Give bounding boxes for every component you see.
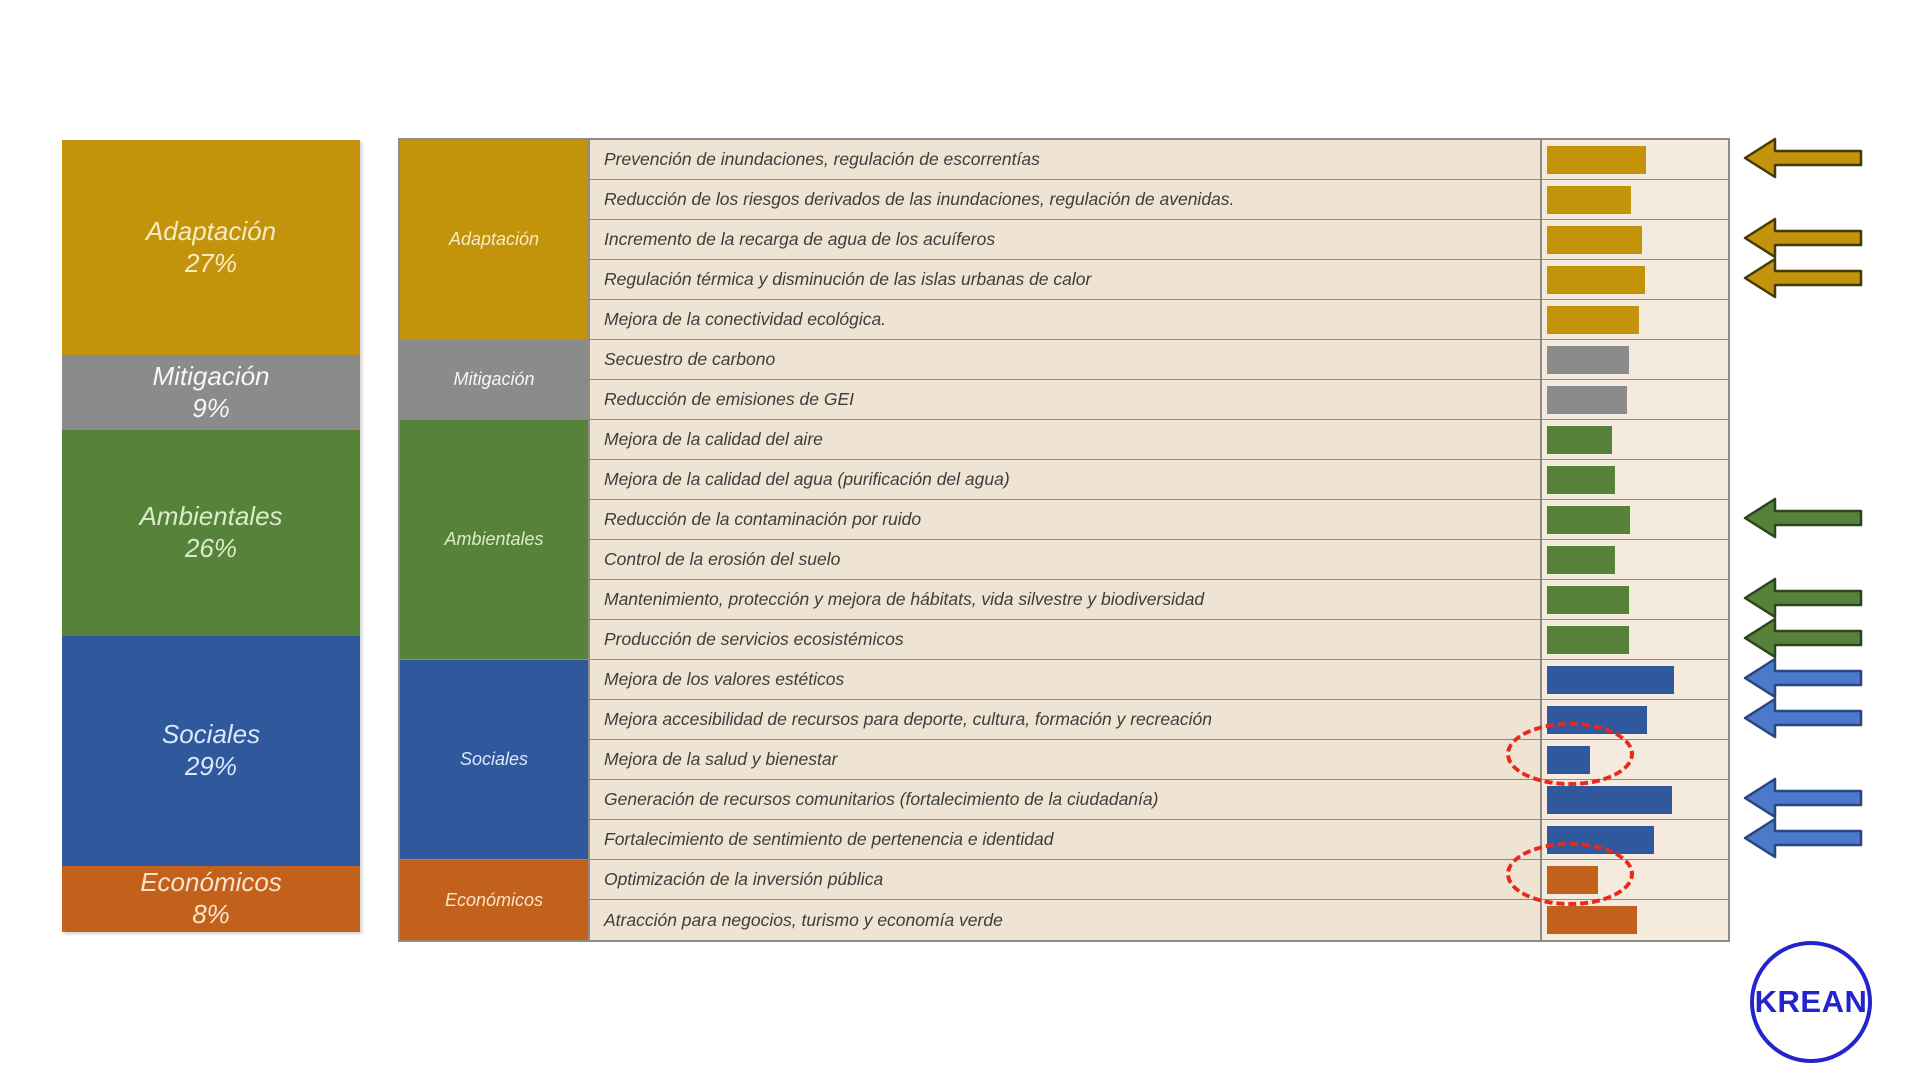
category-cell-4 [400, 860, 590, 940]
row-bar [1547, 586, 1629, 614]
row-bar-cell [1540, 420, 1728, 459]
row-bar [1547, 786, 1672, 814]
segment-label: Adaptación [145, 215, 277, 246]
stacked-segment-1 [62, 355, 360, 430]
table-row [590, 300, 1728, 340]
row-bar-cell [1540, 260, 1728, 299]
row-bar [1547, 306, 1639, 334]
row-label: Mejora accesibilidad de recursos para deporte, cultura, formación y recreación [590, 700, 1540, 739]
table-row [590, 380, 1728, 420]
row-bar-cell [1540, 500, 1728, 539]
krean-logo-text: KREAN [1754, 984, 1868, 1019]
row-label: Mejora de la calidad del aire [590, 420, 1540, 459]
row-bar [1547, 506, 1630, 534]
row-bar-cell [1540, 140, 1728, 179]
row-bar [1547, 426, 1612, 454]
stacked-segment-2 [62, 430, 360, 636]
table-row [590, 140, 1728, 180]
category-label: Mitigación [453, 369, 535, 389]
category-label: Adaptación [448, 229, 540, 249]
table-row [590, 420, 1728, 460]
row-label: Reducción de la contaminación por ruido [590, 500, 1540, 539]
category-cell-0 [400, 140, 590, 340]
table-row [590, 180, 1728, 220]
row-bar-cell [1540, 220, 1728, 259]
segment-percent: 9% [192, 392, 230, 423]
row-bar-cell [1540, 380, 1728, 419]
table-row [590, 260, 1728, 300]
table-row [590, 620, 1728, 660]
gold-arrow-icon [1742, 136, 1864, 180]
blue-arrow-icon [1742, 816, 1864, 860]
category-label: Económicos [444, 889, 544, 910]
row-label: Mejora de la calidad del agua (purificación del agua) [590, 460, 1540, 499]
gold-arrow-icon [1742, 216, 1864, 260]
highlight-ellipse [1506, 722, 1634, 786]
row-bar-cell [1540, 620, 1728, 659]
row-bar [1547, 906, 1637, 934]
green-arrow-icon [1742, 576, 1864, 620]
row-label: Producción de servicios ecosistémicos [590, 620, 1540, 659]
category-cell-3 [400, 660, 590, 860]
table-row [590, 340, 1728, 380]
segment-label: Ambientales [139, 501, 283, 532]
table-row [590, 540, 1728, 580]
row-label: Atracción para negocios, turismo y economía verde [590, 900, 1540, 940]
category-cell-1 [400, 340, 590, 420]
category-label: Sociales [459, 749, 529, 769]
row-label: Reducción de emisiones de GEI [590, 380, 1540, 419]
segment-percent: 8% [192, 899, 230, 929]
row-bar-cell [1540, 460, 1728, 499]
stacked-segment-3 [62, 636, 360, 866]
blue-arrow-icon [1742, 776, 1864, 820]
row-bar [1547, 466, 1615, 494]
row-bar [1547, 346, 1629, 374]
green-arrow-icon [1742, 496, 1864, 540]
row-label: Generación de recursos comunitarios (fortalecimiento de la ciudadanía) [590, 780, 1540, 819]
row-label: Fortalecimiento de sentimiento de pertenencia e identidad [590, 820, 1540, 859]
row-bar [1547, 626, 1629, 654]
row-label: Mantenimiento, protección y mejora de hábitats, vida silvestre y biodiversidad [590, 580, 1540, 619]
row-bar-cell [1540, 540, 1728, 579]
row-bar-cell [1540, 300, 1728, 339]
category-label: Ambientales [444, 529, 544, 549]
stacked-segment-0 [62, 140, 360, 355]
benefits-table [398, 138, 1730, 942]
row-label: Optimización de la inversión pública [590, 860, 1540, 899]
highlight-ellipse [1506, 842, 1634, 906]
row-bar [1547, 546, 1615, 574]
row-bar-cell [1540, 580, 1728, 619]
row-bar [1547, 386, 1627, 414]
gold-arrow-icon [1742, 256, 1864, 300]
row-bar [1547, 146, 1646, 174]
row-label: Reducción de los riesgos derivados de las inundaciones, regulación de avenidas. [590, 180, 1540, 219]
row-label: Control de la erosión del suelo [590, 540, 1540, 579]
row-bar [1547, 666, 1674, 694]
segment-percent: 26% [184, 533, 238, 563]
row-label: Incremento de la recarga de agua de los acuíferos [590, 220, 1540, 259]
row-label: Prevención de inundaciones, regulación de escorrentías [590, 140, 1540, 179]
row-bar [1547, 226, 1642, 254]
green-arrow-icon [1742, 616, 1864, 660]
row-bar-cell [1540, 900, 1728, 940]
table-row [590, 460, 1728, 500]
row-bar-cell [1540, 660, 1728, 699]
table-row [590, 500, 1728, 540]
segment-percent: 29% [184, 751, 238, 781]
row-bar-cell [1540, 180, 1728, 219]
table-row [590, 780, 1728, 820]
row-label: Mejora de los valores estéticos [590, 660, 1540, 699]
table-row [590, 900, 1728, 940]
blue-arrow-icon [1742, 656, 1864, 700]
row-bar [1547, 186, 1631, 214]
segment-label: Sociales [161, 719, 261, 750]
segment-label: Mitigación [152, 360, 270, 391]
krean-logo [1750, 941, 1872, 1063]
table-row [590, 580, 1728, 620]
table-row [590, 220, 1728, 260]
row-label: Mejora de la salud y bienestar [590, 740, 1540, 779]
segment-percent: 27% [184, 247, 238, 278]
blue-arrow-icon [1742, 696, 1864, 740]
row-label: Regulación térmica y disminución de las islas urbanas de calor [590, 260, 1540, 299]
row-label: Secuestro de carbono [590, 340, 1540, 379]
segment-label: Económicos [140, 867, 282, 898]
row-label: Mejora de la conectividad ecológica. [590, 300, 1540, 339]
row-bar-cell [1540, 340, 1728, 379]
stacked-segment-4 [62, 866, 360, 932]
category-cell-2 [400, 420, 590, 660]
table-row [590, 660, 1728, 700]
row-bar [1547, 266, 1645, 294]
category-stacked-bar [62, 140, 360, 932]
